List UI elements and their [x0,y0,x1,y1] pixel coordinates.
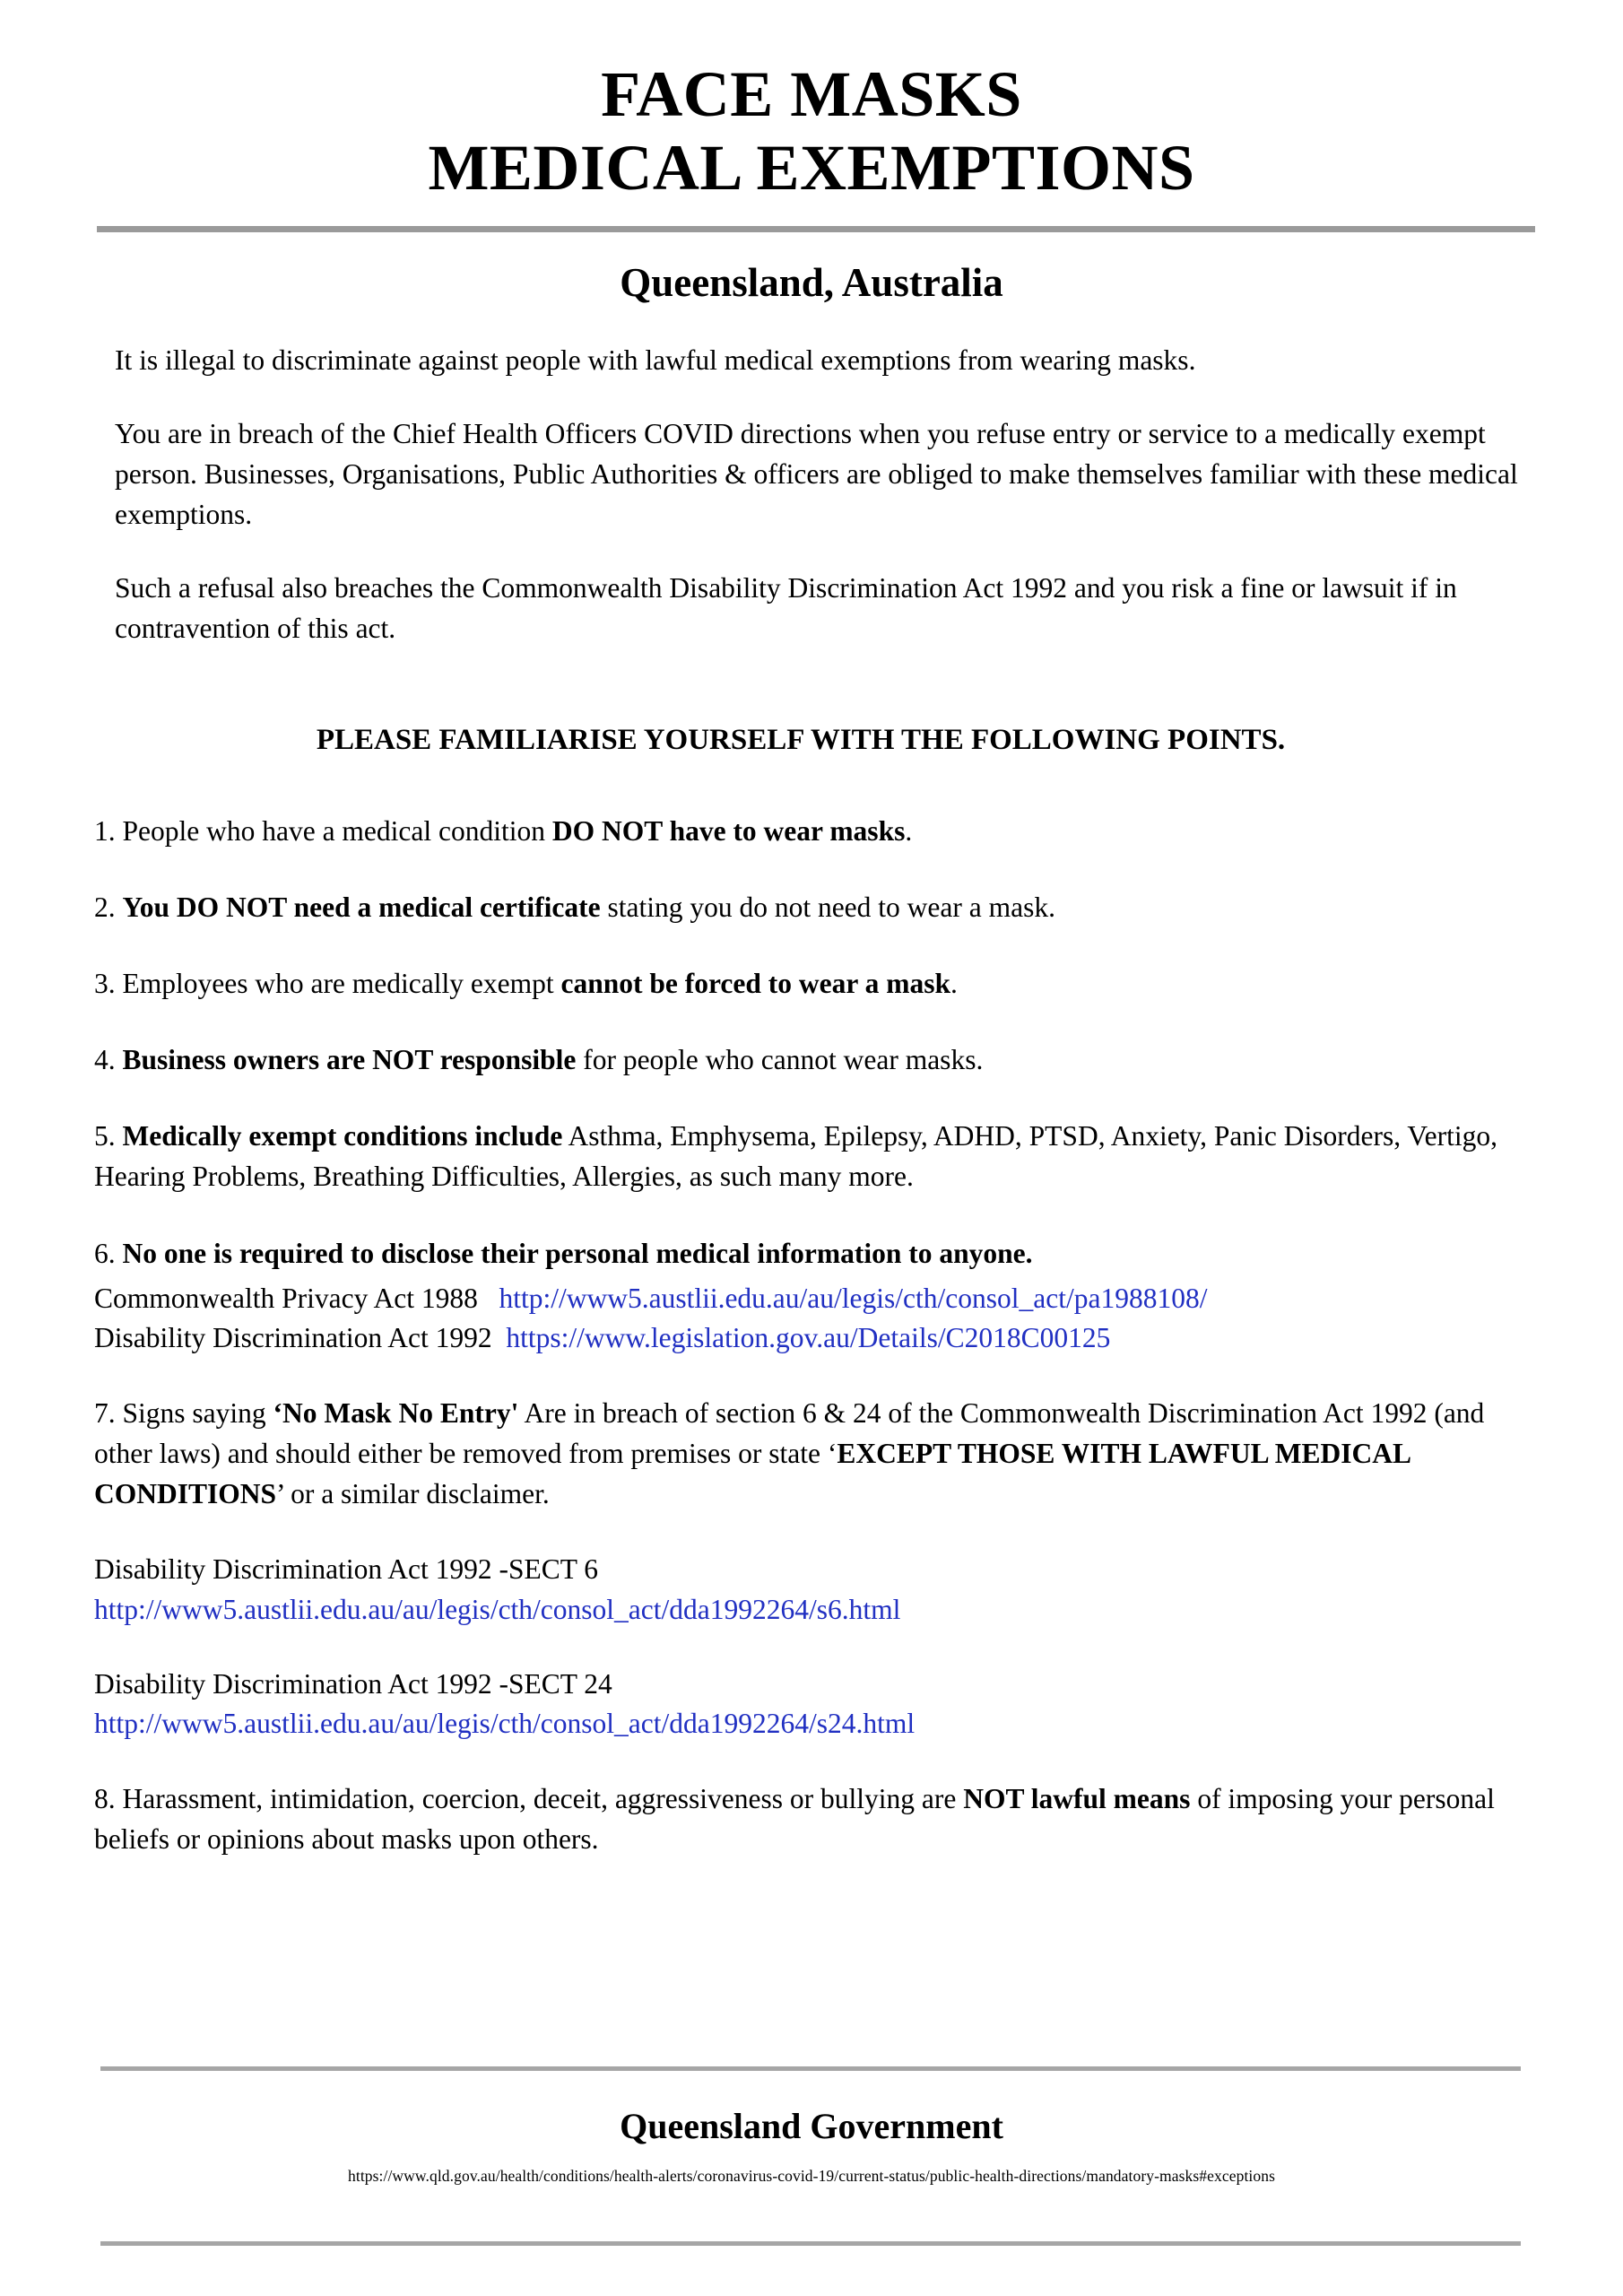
point-2-bold-1: You DO NOT need a medical certificate [122,891,601,924]
spacer [94,1744,1523,1779]
sect6-link[interactable]: http://www5.austlii.edu.au/au/legis/cth/consol_act/dda1992264/s6.html [94,1593,901,1625]
point-7-text-1: Signs saying [122,1396,273,1429]
point-2-number: 2. [94,891,123,924]
point-6-bold-1: No one is required to disclose their personal medical information to anyone. [122,1237,1033,1269]
point-item-6 [94,1233,1523,1274]
point-6-ref-1-label: Commonwealth Privacy Act 1988 [94,1282,478,1314]
point-item-2 [94,887,1523,927]
sect24-label: Disability Discrimination Act 1992 -SECT 24 [94,1667,612,1700]
point-3-bold-1: cannot be forced to wear a mask [560,968,951,1000]
footer-title: Queensland Government [620,2106,1003,2146]
point-7-bold-2: EXCEPT THOSE WITH LAWFUL MEDICAL CONDITIONS [94,1438,1410,1510]
point-6-ref-2-label: Disability Discrimination Act 1992 [94,1322,492,1354]
page-title-line-2: MEDICAL EXEMPTIONS [428,132,1195,204]
point-8-text-1: Harassment, intimidation, coercion, deceit, aggressiveness or bullying are [122,1782,964,1814]
sect24-link-line [94,1704,1523,1744]
point-1-text-2: . [905,815,913,848]
point-8-text-2: of imposing your personal beliefs or opinions about masks upon others. [94,1782,1495,1855]
point-3-text-1: Employees who are medically exempt [122,968,561,1000]
document-body [0,340,1623,1859]
point-2-text-1: stating you do not need to wear a mask. [600,891,1055,924]
point-7-bold-1: ‘No Mask No Entry' [273,1396,519,1429]
point-item-4 [94,1039,1523,1080]
point-6-reference-1 [94,1279,1523,1319]
point-8-bold-1: NOT lawful means [963,1782,1191,1814]
point-3-number: 3. [94,968,123,1000]
point-7-text-2: Are in breach of section 6 & 24 of the Commonwealth Discrimination Act 1992 (and other laws) and should either be removed from premises or state ‘ [94,1396,1485,1469]
point-item-3 [94,963,1523,1004]
points-list [94,811,1523,1859]
point-1-text-1: People who have a medical condition [122,815,552,848]
page-title-line-1: FACE MASKS [601,58,1022,130]
point-6-number: 6. [94,1237,123,1269]
point-4-text-1: for people who cannot wear masks. [576,1044,984,1076]
document-header [0,0,1623,204]
sect6-label: Disability Discrimination Act 1992 -SECT 6 [94,1553,599,1586]
sect6-link-line [94,1590,1523,1631]
point-6-ref-2-link[interactable]: https://www.legislation.gov.au/Details/C2018C00125 [506,1322,1111,1354]
point-6-ref-1-link[interactable]: http://www5.austlii.edu.au/au/legis/cth/consol_act/pa1988108/ [499,1282,1208,1314]
point-6-reference-2 [94,1318,1523,1359]
document-footer [0,2066,1623,2246]
point-7-number: 7. [94,1396,123,1429]
intro-paragraph-2: You are in breach of the Chief Health Officers COVID directions when you refuse entry or service to a medically exempt person. Businesses, Organisations, Public Authorities & officers are obliged to make themselves familiar with these medical exemptions. [115,417,1518,531]
footer-source-url[interactable]: https://www.qld.gov.au/health/conditions/health-alerts/coronavirus-covid-19/current-status/public-health-directions/mandatory-masks#exceptions [348,2167,1275,2185]
point-item-5 [94,1116,1523,1196]
spacer [94,1359,1523,1393]
point-7-text-3: ’ or a similar disclaimer. [276,1478,550,1510]
point-5-bold-1: Medically exempt conditions include [122,1120,563,1152]
point-1-bold-1: DO NOT have to wear masks [551,815,906,848]
point-4-number: 4. [94,1044,123,1076]
section-heading: PLEASE FAMILIARISE YOURSELF WITH THE FOLLOWING POINTS. [316,724,1286,757]
intro-paragraph-3: Such a refusal also breaches the Commonwealth Disability Discrimination Act 1992 and you risk a fine or lawsuit if in contravention of this act. [115,571,1457,644]
point-1-number: 1. [94,815,123,848]
footer-divider-top [100,2066,1521,2071]
point-5-text-1: Asthma, Emphysema, Epilepsy, ADHD, PTSD, Anxiety, Panic Disorders, Vertigo, Hearing Problems, Breathing Difficulties, Allergies, as such many more. [94,1120,1498,1193]
footer-divider-bottom [100,2241,1521,2246]
sect24-link[interactable]: http://www5.austlii.edu.au/au/legis/cth/consol_act/dda1992264/s24.html [94,1708,916,1740]
point-5-number: 5. [94,1120,123,1152]
point-item-1 [94,811,1523,851]
document-subtitle: Queensland, Australia [620,260,1003,306]
point-item-7 [94,1393,1523,1514]
point-3-text-2: . [950,968,958,1000]
header-divider [97,226,1535,232]
point-4-bold-1: Business owners are NOT responsible [122,1044,577,1076]
point-8-number: 8. [94,1782,123,1814]
point-item-8 [94,1779,1523,1859]
intro-paragraph-1: It is illegal to discriminate against people with lawful medical exemptions from wearing masks. [115,344,1196,377]
